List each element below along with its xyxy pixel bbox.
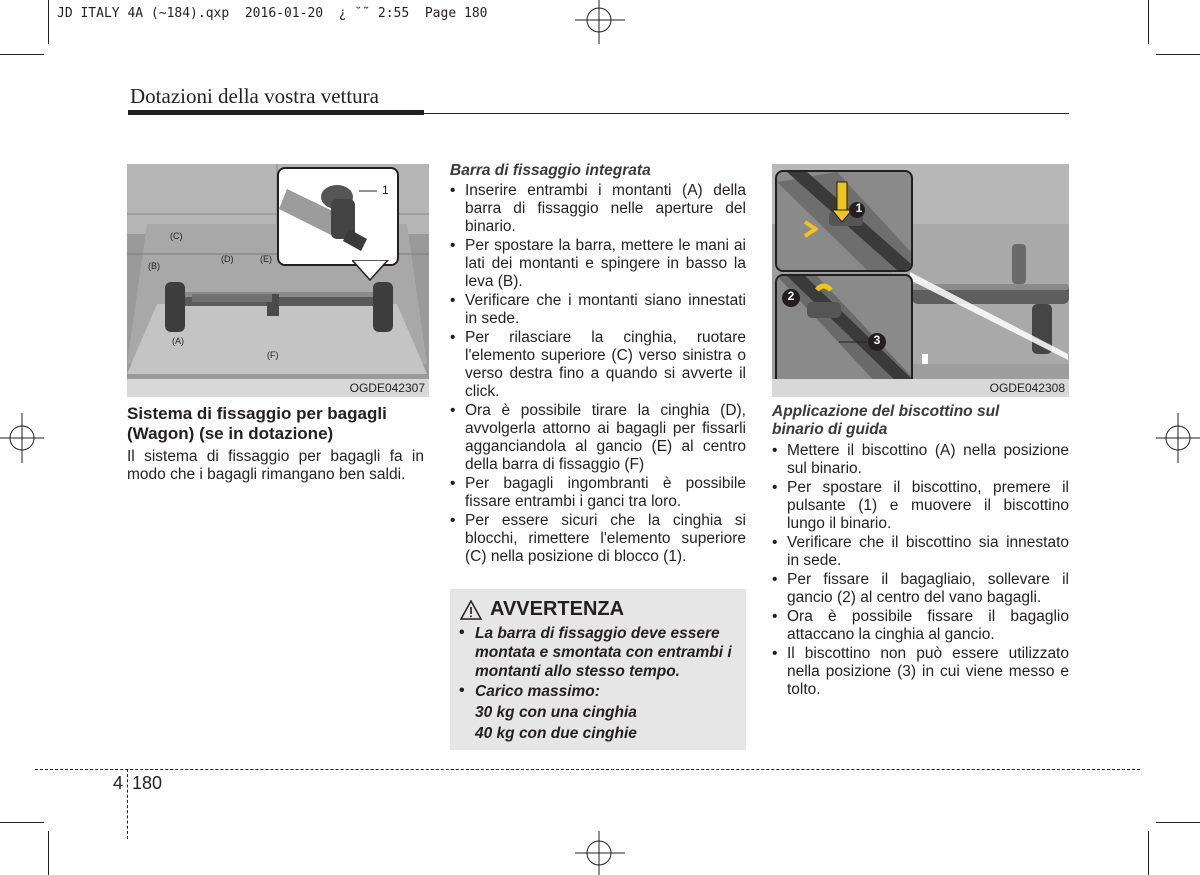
crop-mark <box>1156 822 1200 823</box>
detail-inset-illustration <box>279 169 397 264</box>
integrated-bar-subheading: Barra di fissaggio integrata <box>450 162 651 179</box>
list-item: • Per fissare il bagagliaio, sollevare il gancio (2) al centro del vano bagagli. <box>772 571 1069 607</box>
warning-triangle-icon <box>460 600 482 620</box>
list-item: • Mettere il biscottino (A) nella posizione sul binario. <box>772 442 1069 478</box>
figure-code: OGDE042308 <box>989 381 1065 395</box>
list-item: • Inserire entrambi i montanti (A) della barra di fissaggio nelle aperture del binario. <box>450 182 746 236</box>
button-detail-inset <box>775 170 913 272</box>
crop-mark <box>1148 0 1149 44</box>
list-item: • Verificare che i montanti siano innestati in sede. <box>450 292 746 328</box>
max-load-title: Carico massimo: <box>475 683 600 700</box>
max-load-two-straps: 40 kg con due cinghie <box>475 725 637 742</box>
inset-pointer <box>352 260 392 282</box>
warning-bullet: • <box>459 682 465 699</box>
list-item: • Ora è possibile tirare la cinghia (D), avvolgerla attorno ai bagagli per fissarli agganciandola al gancio (E) al centro della barra di fissaggio (F) <box>450 402 746 474</box>
registration-mark-right <box>1156 413 1200 463</box>
button-detail-illustration <box>777 172 911 270</box>
callout-e: (E) <box>260 254 272 264</box>
title-rule-thick <box>128 110 424 115</box>
fixing-system-body: Il sistema di fissaggio per bagagli fa in modo che i bagagli rimangano ben saldi. <box>127 448 424 483</box>
title-rule-thin <box>424 113 1069 114</box>
crop-mark <box>0 54 44 55</box>
list-item: • Per essere sicuri che la cinghia si blocchi, rimettere l'elemento superiore (C) nella posizione di blocco (1). <box>450 512 746 566</box>
page-number: 180 <box>132 773 163 793</box>
footer-dashed-rule <box>35 769 1140 770</box>
chapter-number: 4 <box>113 773 124 793</box>
right-column <box>772 403 1069 700</box>
crop-mark <box>48 831 49 875</box>
detail-inset <box>277 167 399 266</box>
figure-code: OGDE042307 <box>349 381 425 395</box>
registration-mark-top <box>575 0 625 44</box>
registration-mark-bottom <box>575 831 625 875</box>
callout-a: (A) <box>172 336 184 346</box>
crop-mark <box>0 822 44 823</box>
warning-header <box>460 598 624 621</box>
warning-item <box>459 682 739 743</box>
rail-hook-list <box>772 442 1069 699</box>
callout-1-badge: 1 <box>855 201 863 215</box>
fixing-system-heading-line2: (Wagon) (se in dotazione) <box>127 424 334 443</box>
max-load-one-strap: 30 kg con una cinghia <box>475 704 637 721</box>
fixing-system-heading-line1: Sistema di fissaggio per bagagli <box>127 404 387 423</box>
crop-mark <box>1148 831 1149 875</box>
warning-item-text: La barra di fissaggio deve essere montata e smontata con entrambi i montanti allo stesso tempo. <box>475 625 732 680</box>
callout-3-badge: 3 <box>873 333 881 347</box>
list-item: • Per bagagli ingombranti è possibile fissare entrambi i ganci tra loro. <box>450 475 746 511</box>
list-item: • Per spostare la barra, mettere le mani ai lati dei montanti e spingere in basso la leva (B). <box>450 237 746 291</box>
crop-mark <box>48 0 49 44</box>
callout-d: (D) <box>221 254 234 264</box>
callout-b: (B) <box>148 261 160 271</box>
callout-c: (C) <box>170 231 183 241</box>
list-item: • Verificare che il biscottino sia innestato in sede. <box>772 534 1069 570</box>
list-item: • Per rilasciare la cinghia, ruotare l'elemento superiore (C) verso sinistra o verso destra fino a quando si avverte il click. <box>450 329 746 401</box>
list-item: • Per spostare il biscottino, premere il pulsante (1) e muovere il biscottino lungo il binario. <box>772 479 1069 533</box>
warning-item <box>459 624 739 681</box>
warning-box <box>450 589 746 750</box>
registration-mark-left <box>0 413 44 463</box>
callout-2-badge: 2 <box>787 289 795 303</box>
section-title: Dotazioni della vostra vettura <box>130 84 379 108</box>
warning-body <box>459 624 739 743</box>
warning-title: AVVERTENZA <box>490 598 625 620</box>
luggage-bar-figure <box>127 164 429 397</box>
crop-mark <box>1156 54 1200 55</box>
list-item: • Il biscottino non può essere utilizzato nella posizione (3) in cui viene messo e tolto. <box>772 645 1069 699</box>
print-header: JD ITALY 4A (~184).qxp 2016-01-20 ¿ ˘˜ 2:55 Page 180 <box>57 6 488 21</box>
integrated-bar-list <box>450 182 746 566</box>
rail-hook-subheading-line1: Applicazione del biscottino sul <box>772 403 1000 420</box>
footer-vertical-dashed-rule <box>127 769 128 839</box>
left-column <box>127 404 424 484</box>
callout-1: 1 <box>382 183 389 197</box>
rail-hook-subheading-line2: binario di guida <box>772 421 888 438</box>
hook-detail-inset <box>775 274 913 386</box>
middle-column <box>450 162 746 567</box>
rail-hook-figure <box>772 164 1069 397</box>
list-item: • Ora è possibile fissare il bagaglio attaccano la cinghia al gancio. <box>772 608 1069 644</box>
callout-f: (F) <box>267 350 279 360</box>
warning-bullet: • <box>459 624 465 641</box>
